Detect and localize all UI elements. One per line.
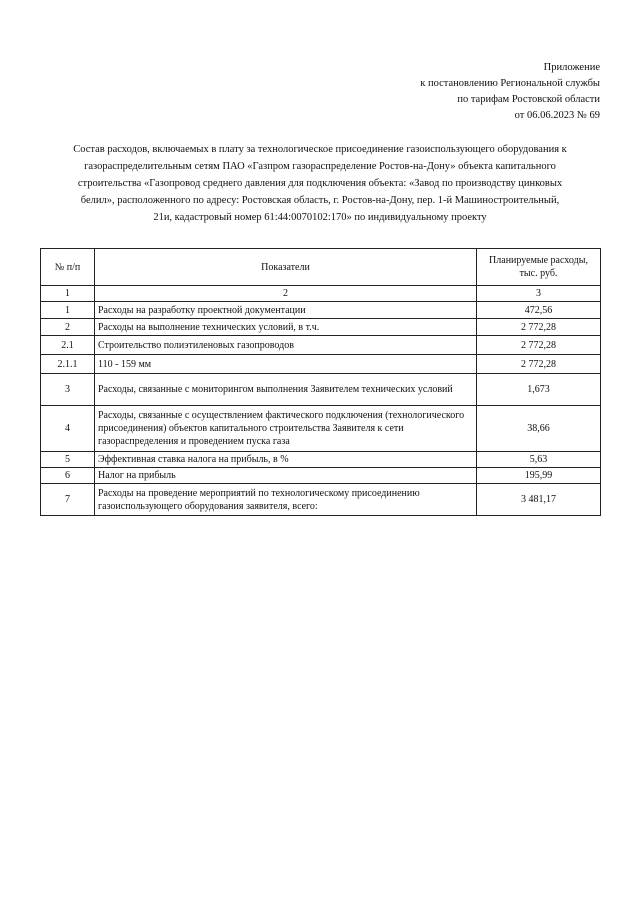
heading-line-4: белил», расположенного по адресу: Ростовская область, г. Ростов-на-Дону, пер. 1-й Машиностроительный, — [80, 195, 560, 206]
table-row — [41, 336, 601, 355]
row-name: Строительство полиэтиленовых газопроводов — [95, 336, 477, 355]
row-name: 110 - 159 мм — [95, 355, 477, 374]
row-value: 2 772,28 — [477, 336, 601, 355]
row-value: 5,63 — [477, 452, 601, 468]
annex-line-4: от 06.06.2023 № 69 — [514, 110, 600, 121]
row-num: 4 — [41, 406, 95, 452]
row-name: Эффективная ставка налога на прибыль, в % — [95, 452, 477, 468]
header-num: № п/п — [41, 249, 95, 286]
row-num: 7 — [41, 484, 95, 516]
table-index-row — [41, 286, 601, 302]
heading-line-3: строительства «Газопровод среднего давления для подключения объекта: «Завод по производству цинковых — [77, 178, 563, 189]
row-num: 1 — [41, 302, 95, 319]
table-row — [41, 406, 601, 452]
row-value: 195,99 — [477, 468, 601, 484]
row-num: 2.1.1 — [41, 355, 95, 374]
header-value-line-1: Планируемые расходы, — [489, 255, 588, 266]
header-value — [477, 249, 601, 286]
row-value: 38,66 — [477, 406, 601, 452]
table-row — [41, 452, 601, 468]
table-row — [41, 468, 601, 484]
document-heading — [40, 141, 600, 226]
table-row — [41, 302, 601, 319]
table-row — [41, 319, 601, 336]
row-value: 3 481,17 — [477, 484, 601, 516]
row-name: Расходы, связанные с осуществлением фактического подключения (технологического присоединения) объектов капитального строительства Заявителя к сети газораспределения и проведением пуска газа — [95, 406, 477, 452]
header-value-line-2: тыс. руб. — [519, 268, 558, 279]
row-name: Расходы на разработку проектной документации — [95, 302, 477, 319]
row-name: Расходы на проведение мероприятий по технологическому присоединению газоиспользующего оборудования заявителя, всего: — [95, 484, 477, 516]
annex-block — [300, 60, 600, 124]
annex-line-3: по тарифам Ростовской области — [457, 94, 600, 105]
annex-line-2: к постановлению Региональной службы — [420, 78, 600, 89]
row-num: 6 — [41, 468, 95, 484]
row-value: 2 772,28 — [477, 319, 601, 336]
row-num: 5 — [41, 452, 95, 468]
header-name: Показатели — [95, 249, 477, 286]
row-name: Расходы на выполнение технических условий, в т.ч. — [95, 319, 477, 336]
row-name: Расходы, связанные с мониторингом выполнения Заявителем технических условий — [95, 374, 477, 406]
row-num: 2.1 — [41, 336, 95, 355]
row-value: 1,673 — [477, 374, 601, 406]
row-num: 2 — [41, 319, 95, 336]
row-num: 3 — [41, 374, 95, 406]
heading-line-2: газораспределительным сетям ПАО «Газпром газораспределение Ростов-на-Дону» объекта капитального — [84, 161, 556, 172]
table-row — [41, 374, 601, 406]
index-cell-2: 2 — [95, 286, 477, 302]
costs-table — [40, 248, 601, 516]
index-cell-3: 3 — [477, 286, 601, 302]
table-header-row — [41, 249, 601, 286]
index-cell-1: 1 — [41, 286, 95, 302]
heading-line-1: Состав расходов, включаемых в плату за технологическое присоединение газоиспользующего оборудования к — [73, 144, 567, 155]
heading-line-5: 21и, кадастровый номер 61:44:0070102:170» по индивидуальному проекту — [153, 212, 487, 223]
row-name: Налог на прибыль — [95, 468, 477, 484]
row-value: 2 772,28 — [477, 355, 601, 374]
annex-line-1: Приложение — [543, 62, 600, 73]
row-value: 472,56 — [477, 302, 601, 319]
table-row — [41, 484, 601, 516]
table-row — [41, 355, 601, 374]
